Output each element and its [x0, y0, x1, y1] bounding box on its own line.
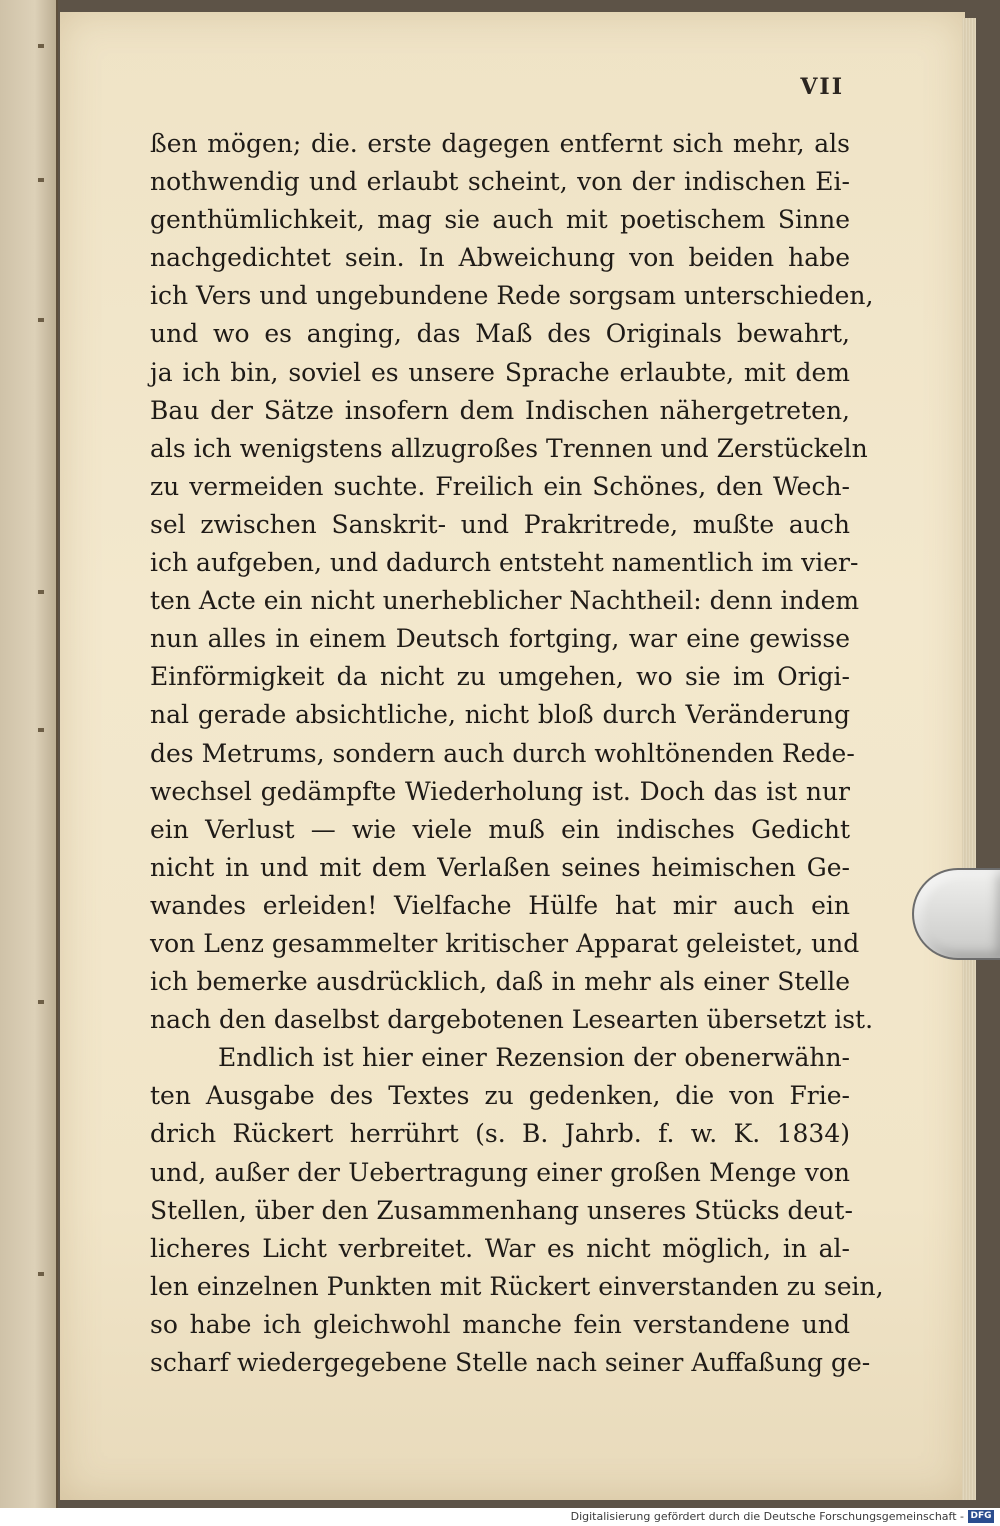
binding-mark [38, 318, 44, 322]
footer-bar [0, 1508, 1000, 1526]
binding-mark [38, 728, 44, 732]
text-line: nal gerade absichtliche, nicht bloß durch Veränderung [150, 700, 850, 730]
text-line: nothwendig und erlaubt scheint, von der indischen Ei- [150, 167, 850, 197]
text-line: nachgedichtet sein. In Abweichung von beiden habe [150, 243, 850, 273]
text-line: genthümlichkeit, mag sie auch mit poetischem Sinne [150, 205, 850, 235]
text-line: ten Ausgabe des Textes zu gedenken, die von Frie- [150, 1081, 850, 1111]
page-stack-edge [962, 18, 976, 1500]
binding-mark [38, 44, 44, 48]
text-line: von Lenz gesammelter kritischer Apparat geleistet, und [150, 928, 860, 958]
text-line: ich Vers und ungebundene Rede sorgsam unterschieden, [150, 281, 874, 311]
text-line: drich Rückert herrührt (s. B. Jahrb. f. w. K. 1834) [150, 1119, 850, 1149]
text-line: so habe ich gleichwohl manche fein verstandene und [150, 1309, 850, 1339]
page-turn-tab[interactable] [912, 868, 1000, 960]
facing-page-edge [0, 0, 58, 1508]
text-line: scharf wiedergegebene Stelle nach seiner Auffaßung ge- [150, 1348, 871, 1377]
body-text [150, 125, 884, 1382]
page-number: VII [800, 74, 844, 100]
text-line: ßen mögen; die. erste dagegen entfernt sich mehr, als [150, 129, 850, 158]
text-line: und wo es anging, das Maß des Originals bewahrt, [150, 319, 850, 349]
text-line: len einzelnen Punkten mit Rückert einverstanden zu sein, [150, 1271, 884, 1301]
binding-mark [38, 178, 44, 182]
text-line: wechsel gedämpfte Wiederholung ist. Doch das ist nur [150, 776, 850, 806]
text-line: sel zwischen Sanskrit- und Prakritrede, mußte auch [150, 509, 850, 539]
binding-mark [38, 1272, 44, 1276]
dfg-logo: DFG [968, 1510, 994, 1523]
text-line: ich bemerke ausdrücklich, daß in mehr als einer Stelle [150, 967, 850, 997]
funding-credit: Digitalisierung gefördert durch die Deutsche Forschungsgemeinschaft - [570, 1510, 964, 1523]
paragraph-end-line: nach den daselbst dargebotenen Lesearten übersetzt ist. [150, 1005, 874, 1035]
binding-mark [38, 590, 44, 594]
text-line: Bau der Sätze insofern dem Indischen nähergetreten, [150, 395, 850, 425]
binding-mark [38, 1000, 44, 1004]
paragraph-start-line: Endlich ist hier einer Rezension der obenerwähn- [218, 1043, 850, 1073]
text-line: ein Verlust — wie viele muß ein indisches Gedicht [150, 814, 850, 844]
text-line: und, außer der Uebertragung einer großen Menge von [150, 1157, 850, 1187]
text-line: ich aufgeben, und dadurch entsteht namentlich im vier- [150, 548, 859, 578]
text-line: zu vermeiden suchte. Freilich ein Schönes, den Wech- [150, 471, 850, 501]
text-line: nun alles in einem Deutsch fortging, war eine gewisse [150, 624, 850, 654]
text-line: als ich wenigstens allzugroßes Trennen und Zerstückeln [150, 433, 868, 463]
text-line: nicht in und mit dem Verlaßen seines heimischen Ge- [150, 852, 850, 882]
text-line: des Metrums, sondern auch durch wohltönenden Rede- [150, 738, 855, 768]
text-line: Einförmigkeit da nicht zu umgehen, wo sie im Origi- [150, 662, 850, 692]
text-line: licheres Licht verbreitet. War es nicht möglich, in al- [150, 1233, 850, 1263]
text-line: Stellen, über den Zusammenhang unseres Stücks deut- [150, 1195, 853, 1225]
text-line: wandes erleiden! Vielfache Hülfe hat mir auch ein [150, 890, 850, 920]
text-line: ten Acte ein nicht unerheblicher Nachtheil: denn indem [150, 586, 860, 616]
text-line: ja ich bin, soviel es unsere Sprache erlaubte, mit dem [150, 357, 850, 387]
